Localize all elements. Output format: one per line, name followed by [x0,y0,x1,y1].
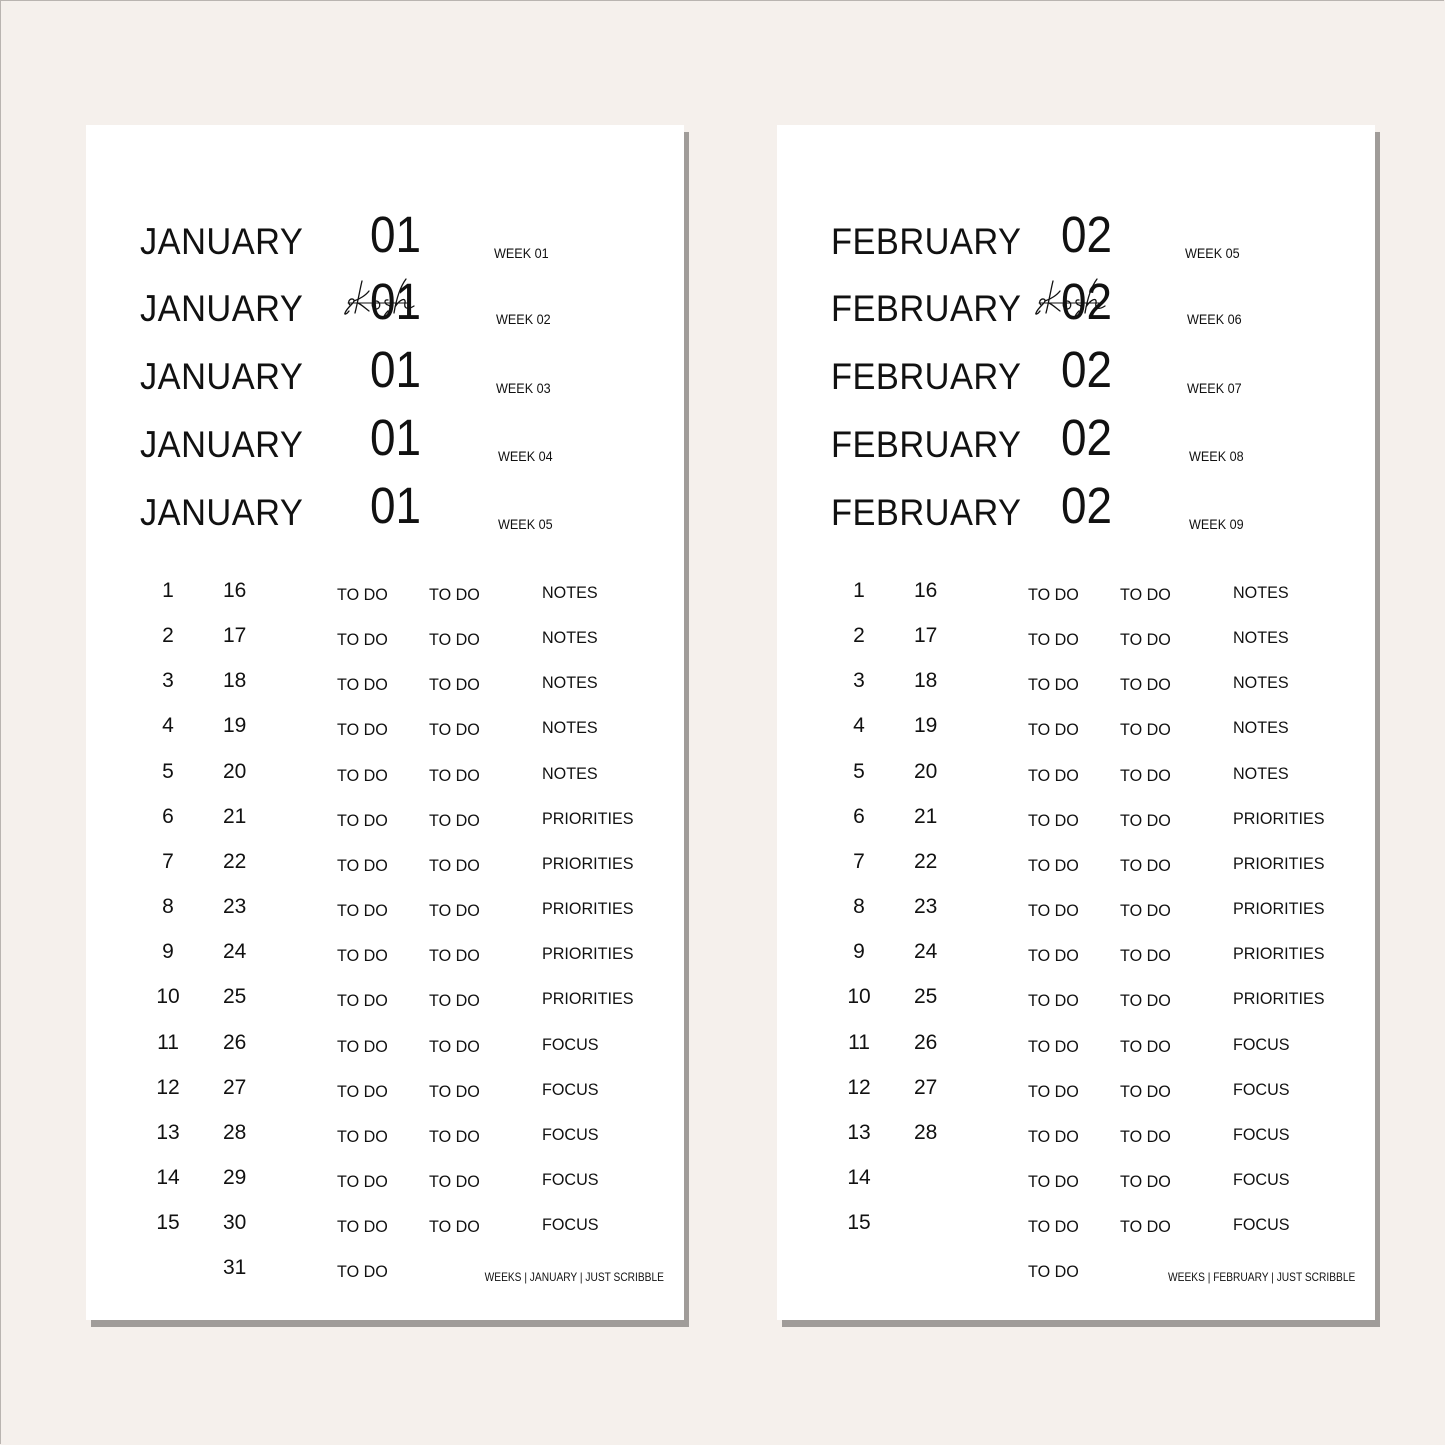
todo-sticker: TO DO [429,946,480,966]
section-label-sticker: NOTES [542,718,598,738]
month-header-row [86,471,684,534]
todo-sticker: TO DO [429,585,480,604]
todo-sticker: TO DO [337,810,388,830]
todo-sticker: TO DO [1028,810,1079,830]
day-number: 26 [914,1030,938,1054]
week-label: WEEK 03 [496,380,551,396]
todo-sticker: TO DO [1028,1036,1079,1056]
month-header-row [777,200,1375,263]
todo-sticker: TO DO [337,675,388,695]
section-label-sticker: NOTES [542,628,598,648]
section-label-sticker: NOTES [1233,628,1289,648]
todo-sticker: TO DO [1120,855,1171,875]
todo-sticker: TO DO [1028,946,1079,966]
day-number: 11 [157,1030,179,1054]
todo-sticker: TO DO [337,585,388,604]
day-number: 6 [162,804,174,828]
todo-sticker: TO DO [429,901,480,921]
todo-sticker: TO DO [429,765,480,785]
day-number: 4 [853,714,865,738]
todo-sticker: TO DO [1028,1217,1079,1237]
todo-sticker: TO DO [429,1171,480,1191]
day-number: 13 [847,1120,871,1144]
week-label: WEEK 09 [1189,516,1244,532]
section-label-sticker: FOCUS [1233,1169,1290,1189]
day-number: 25 [914,985,938,1009]
month-header-row [777,335,1375,398]
day-number: 9 [853,940,865,964]
month-name: JANUARY [140,221,304,262]
day-number: 15 [156,1211,180,1235]
day-number: 16 [223,579,247,602]
sticker-sheet-january [86,125,684,1320]
todo-sticker: TO DO [1120,901,1171,921]
section-label-sticker: FOCUS [542,1169,599,1189]
day-number: 3 [853,669,865,693]
month-name: FEBRUARY [831,424,1022,465]
month-name: FEBRUARY [831,492,1022,533]
sticker-sheet-february [777,125,1375,1320]
day-number: 5 [853,759,865,783]
todo-sticker: TO DO [337,855,388,875]
day-number: 1 [853,579,865,602]
day-number: 17 [914,624,938,648]
section-label-sticker: FOCUS [1233,1215,1290,1235]
day-number: 22 [914,849,938,873]
day-number: 23 [223,895,247,919]
month-header-row [86,403,684,466]
todo-sticker: TO DO [1028,1171,1079,1191]
todo-sticker: TO DO [429,855,480,875]
day-number: 23 [914,895,938,919]
todo-sticker: TO DO [1028,901,1079,921]
day-number: 8 [853,895,865,919]
week-label: WEEK 07 [1187,380,1242,396]
todo-sticker: TO DO [337,1081,388,1101]
day-number: 11 [848,1030,870,1054]
todo-sticker: TO DO [1120,1217,1171,1237]
day-number: 7 [853,849,865,873]
todo-sticker: TO DO [429,1036,480,1056]
day-number: 2 [162,624,174,648]
todo-sticker: TO DO [1120,765,1171,785]
todo-sticker: TO DO [337,1262,388,1282]
day-number: 13 [156,1120,180,1144]
month-number: 01 [370,341,422,398]
section-label-sticker: PRIORITIES [542,944,634,964]
todo-sticker: TO DO [1120,585,1171,604]
day-number: 30 [223,1211,247,1235]
day-number: 20 [914,759,938,783]
month-number: 02 [1061,341,1113,398]
todo-sticker: TO DO [1120,675,1171,695]
day-number: 19 [914,714,938,738]
week-label: WEEK 04 [498,448,553,464]
day-number: 29 [223,1165,247,1189]
section-label-sticker: PRIORITIES [1233,899,1325,919]
day-number: 16 [914,579,938,602]
month-header-row [777,267,1375,330]
todo-sticker: TO DO [429,1081,480,1101]
day-number: 4 [162,714,174,738]
day-number: 19 [223,714,247,738]
week-label: WEEK 08 [1189,448,1244,464]
todo-sticker: TO DO [429,675,480,695]
week-label: WEEK 05 [1185,245,1240,261]
month-name: JANUARY [140,288,304,329]
todo-sticker: TO DO [1028,1081,1079,1101]
todo-sticker: TO DO [337,630,388,650]
month-name: JANUARY [140,356,304,397]
day-number: 14 [156,1165,180,1189]
day-number: 10 [847,985,871,1009]
day-number: 26 [223,1030,247,1054]
todo-sticker: TO DO [337,901,388,921]
day-number: 9 [162,940,174,964]
todo-sticker: TO DO [429,810,480,830]
todo-sticker: TO DO [337,991,388,1011]
day-number: 15 [847,1211,871,1235]
section-label-sticker: FOCUS [542,1124,599,1144]
month-header-row [86,335,684,398]
section-label-sticker: PRIORITIES [542,989,634,1009]
section-label-sticker: FOCUS [542,1215,599,1235]
day-number: 24 [223,940,247,964]
todo-sticker: TO DO [1028,1126,1079,1146]
todo-sticker: TO DO [1120,946,1171,966]
todo-sticker: TO DO [337,946,388,966]
section-label-sticker: FOCUS [542,1034,599,1054]
todo-sticker: TO DO [1028,675,1079,695]
week-label: WEEK 05 [498,516,553,532]
todo-sticker: TO DO [1028,991,1079,1011]
day-number: 20 [223,759,247,783]
todo-sticker: TO DO [1028,765,1079,785]
todo-sticker: TO DO [429,1126,480,1146]
todo-sticker: TO DO [1028,630,1079,650]
section-label-sticker: PRIORITIES [1233,989,1325,1009]
todo-sticker: TO DO [337,1171,388,1191]
day-number: 24 [914,940,938,964]
todo-sticker: TO DO [1120,1081,1171,1101]
month-header-row [86,267,684,330]
todo-sticker: TO DO [1120,1036,1171,1056]
todo-sticker: TO DO [1028,720,1079,740]
day-number: 31 [223,1256,247,1280]
month-name: JANUARY [140,424,304,465]
section-label-sticker: FOCUS [1233,1124,1290,1144]
month-name: FEBRUARY [831,221,1022,262]
todo-sticker: TO DO [337,765,388,785]
week-label: WEEK 06 [1187,311,1242,327]
section-label-sticker: PRIORITIES [542,808,634,828]
todo-sticker: TO DO [429,1217,480,1237]
section-label-sticker: NOTES [542,763,598,783]
section-label-sticker: NOTES [1233,673,1289,693]
week-label: WEEK 01 [494,245,549,261]
day-number: 22 [223,849,247,873]
month-number: 01 [370,206,422,263]
todo-sticker: TO DO [337,1217,388,1237]
day-number: 8 [162,895,174,919]
todo-sticker: TO DO [1028,855,1079,875]
todo-sticker: TO DO [429,630,480,650]
week-label: WEEK 02 [496,311,551,327]
day-number: 17 [223,624,247,648]
todo-sticker: TO DO [337,1036,388,1056]
month-number: 01 [370,477,422,534]
todo-sticker: TO DO [1028,1262,1079,1282]
day-number: 21 [914,804,938,828]
section-label-sticker: PRIORITIES [1233,944,1325,964]
section-label-sticker: FOCUS [542,1079,599,1099]
sheet-footer-caption: WEEKS | FEBRUARY | JUST SCRIBBLE [1167,1270,1355,1284]
section-label-sticker: PRIORITIES [1233,853,1325,873]
section-label-sticker: PRIORITIES [1233,808,1325,828]
day-number: 18 [223,669,247,693]
day-number: 28 [914,1120,938,1144]
day-number: 10 [156,985,180,1009]
section-label-sticker: PRIORITIES [542,853,634,873]
todo-sticker: TO DO [1120,1171,1171,1191]
todo-sticker: TO DO [1120,1126,1171,1146]
month-header-row [777,403,1375,466]
todo-sticker: TO DO [429,991,480,1011]
month-number: 02 [1061,273,1113,330]
section-label-sticker: PRIORITIES [542,899,634,919]
day-number: 12 [847,1075,871,1099]
month-number: 02 [1061,477,1113,534]
day-number: 14 [847,1165,871,1189]
section-label-sticker: NOTES [1233,718,1289,738]
day-number: 6 [853,804,865,828]
month-number: 02 [1061,206,1113,263]
section-label-sticker: NOTES [1233,583,1289,602]
section-label-sticker: NOTES [542,583,598,602]
section-label-sticker: FOCUS [1233,1079,1290,1099]
day-number: 27 [223,1075,247,1099]
day-number: 7 [162,849,174,873]
section-label-sticker: NOTES [1233,763,1289,783]
month-number: 01 [370,273,422,330]
day-number: 25 [223,985,247,1009]
month-name: JANUARY [140,492,304,533]
day-number: 12 [156,1075,180,1099]
day-number: 21 [223,804,247,828]
day-number: 1 [162,579,174,602]
month-number: 02 [1061,409,1113,466]
todo-sticker: TO DO [1120,720,1171,740]
month-name: FEBRUARY [831,288,1022,329]
month-name: FEBRUARY [831,356,1022,397]
day-number: 2 [853,624,865,648]
todo-sticker: TO DO [429,720,480,740]
section-label-sticker: FOCUS [1233,1034,1290,1054]
day-number: 18 [914,669,938,693]
day-number: 3 [162,669,174,693]
todo-sticker: TO DO [1120,810,1171,830]
todo-sticker: TO DO [1120,630,1171,650]
section-label-sticker: NOTES [542,673,598,693]
todo-sticker: TO DO [1028,585,1079,604]
todo-sticker: TO DO [337,720,388,740]
day-number: 27 [914,1075,938,1099]
day-number: 5 [162,759,174,783]
todo-sticker: TO DO [1120,991,1171,1011]
month-header-row [86,200,684,263]
month-number: 01 [370,409,422,466]
month-header-row [777,471,1375,534]
day-number: 28 [223,1120,247,1144]
todo-sticker: TO DO [337,1126,388,1146]
sheet-footer-caption: WEEKS | JANUARY | JUST SCRIBBLE [484,1270,664,1284]
